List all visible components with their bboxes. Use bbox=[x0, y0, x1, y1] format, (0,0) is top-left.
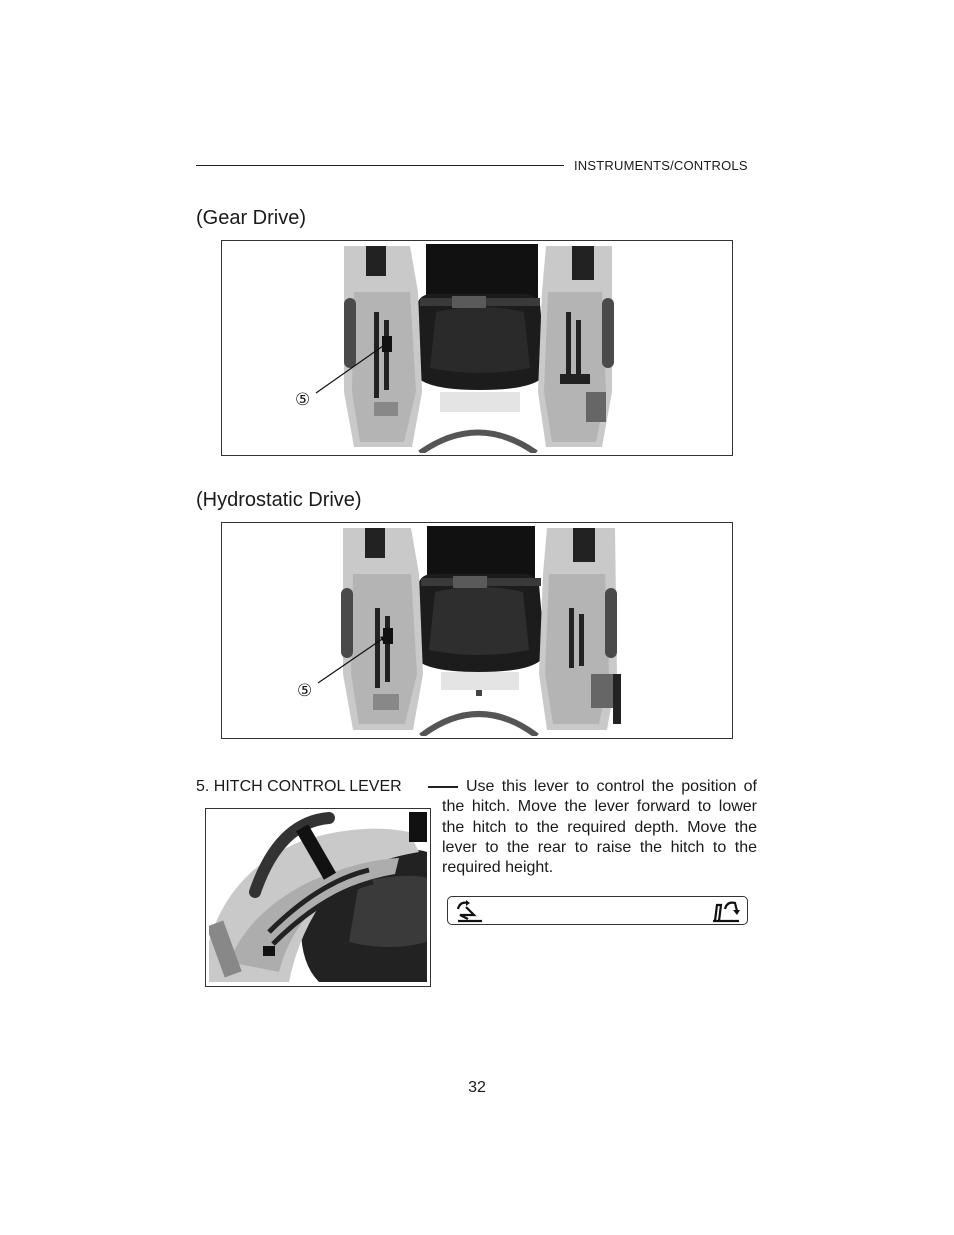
hitch-symbol-decal bbox=[447, 896, 748, 925]
section-title: INSTRUMENTS/CONTROLS bbox=[574, 158, 748, 173]
callout-number-gear: ⑤ bbox=[295, 390, 311, 409]
figure-hitch-lever-closeup bbox=[205, 808, 431, 987]
hitch-lower-icon bbox=[454, 899, 486, 923]
page-number: 32 bbox=[468, 1079, 486, 1096]
figure-caption-hydrostatic-drive: (Hydrostatic Drive) bbox=[196, 489, 362, 511]
figure-hydrostatic-drive bbox=[221, 522, 733, 739]
callout-leader-line-hydrostatic bbox=[222, 523, 734, 740]
callout-leader-line-gear bbox=[222, 241, 734, 457]
item-description: Use this lever to control the position of the hitch. Move the lever forward to lower the hitch to the required depth. Move the lever to the rear to raise the hitch to the required height. bbox=[442, 778, 757, 877]
hitch-raise-icon bbox=[711, 899, 743, 923]
figure-caption-gear-drive: (Gear Drive) bbox=[196, 207, 307, 229]
item-title: 5. HITCH CONTROL LEVER bbox=[196, 778, 402, 795]
header-rule bbox=[196, 165, 564, 166]
callout-number-hydrostatic: ⑤ bbox=[297, 681, 313, 700]
hitch-lever-photo bbox=[209, 812, 427, 982]
figure-gear-drive bbox=[221, 240, 733, 456]
